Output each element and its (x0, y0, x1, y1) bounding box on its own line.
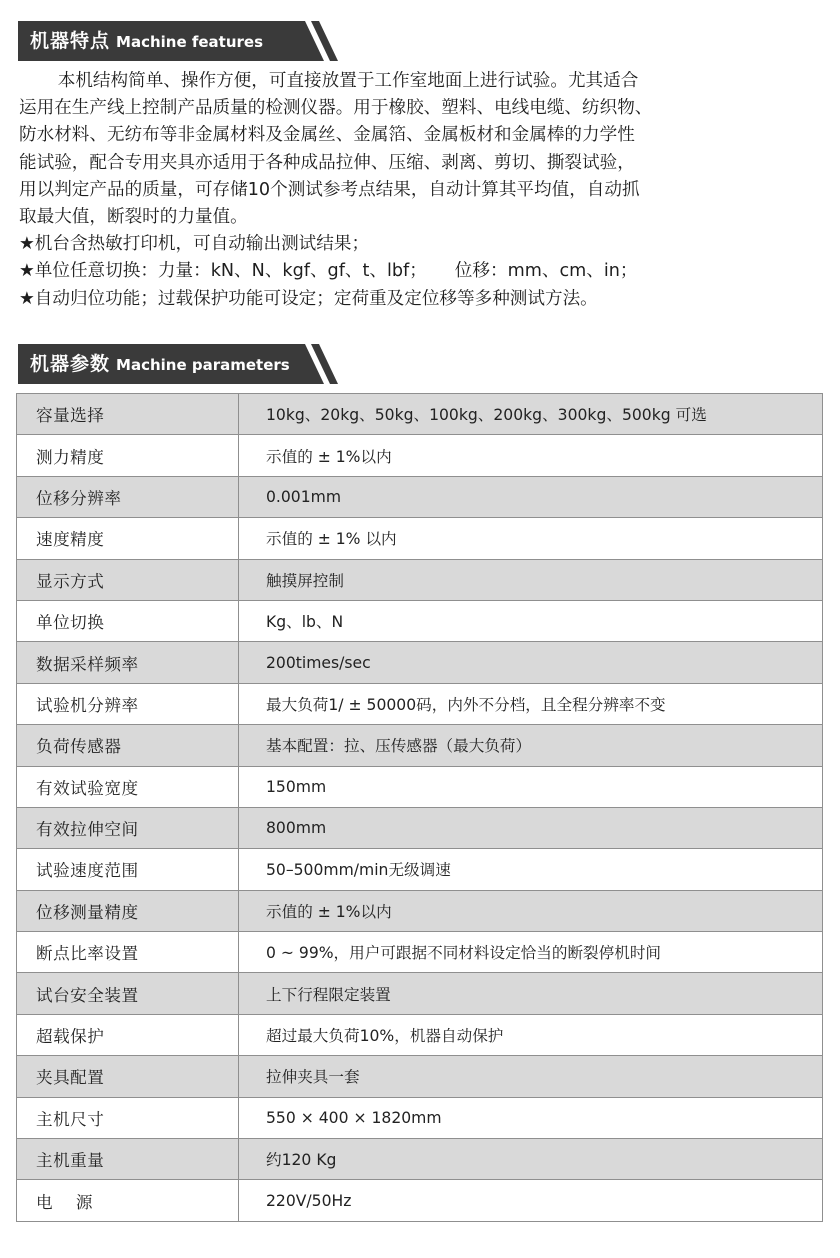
features-section-header (18, 21, 338, 61)
params-table (16, 393, 823, 1222)
param-value: 上下行程限定装置 (239, 973, 823, 1014)
param-value: 约120 Kg (239, 1139, 823, 1180)
param-value: 0 ~ 99%，用户可跟据不同材料设定恰当的断裂停机时间 (239, 932, 823, 973)
table-row (17, 973, 823, 1014)
param-name: 位移测量精度 (17, 890, 239, 931)
intro-line: 防水材料、无纺布等非金属材料及金属丝、金属箔、金属板材和金属棒的力学性 (19, 125, 635, 146)
table-row (17, 1014, 823, 1055)
param-value: 0.001mm (239, 476, 823, 517)
table-row (17, 600, 823, 641)
table-row (17, 559, 823, 600)
features-bullets (19, 231, 789, 313)
param-value: 550 × 400 × 1820mm (239, 1097, 823, 1138)
table-row (17, 932, 823, 973)
param-name: 试台安全装置 (17, 973, 239, 1014)
table-row (17, 435, 823, 476)
param-name: 试验速度范围 (17, 849, 239, 890)
param-value: 50–500mm/min无级调速 (239, 849, 823, 890)
features-intro (19, 68, 789, 231)
param-value: 基本配置：拉、压传感器（最大负荷） (239, 725, 823, 766)
param-value: 触摸屏控制 (239, 559, 823, 600)
table-row (17, 683, 823, 724)
intro-line: 本机结构简单、操作方便，可直接放置于工作室地面上进行试验。尤其适合 (57, 71, 639, 91)
param-name: 显示方式 (17, 559, 239, 600)
param-name: 主机重量 (17, 1139, 239, 1180)
param-value: 800mm (239, 807, 823, 848)
param-name: 单位切换 (17, 600, 239, 641)
table-row (17, 1139, 823, 1180)
table-row (17, 394, 823, 435)
features-body (19, 68, 789, 313)
param-name: 负荷传感器 (17, 725, 239, 766)
param-name: 电源 (17, 1180, 239, 1221)
param-name: 容量选择 (17, 394, 239, 435)
intro-line: 运用在生产线上控制产品质量的检测仪器。用于橡胶、塑料、电线电缆、纺织物、 (19, 98, 653, 119)
params-title (30, 344, 290, 384)
intro-line: 取最大值，断裂时的力量值。 (19, 207, 248, 228)
param-value: 最大负荷1/ ± 50000码，内外不分档，且全程分辨率不变 (239, 683, 823, 724)
param-value: 200times/sec (239, 642, 823, 683)
param-name: 测力精度 (17, 435, 239, 476)
param-value: Kg、lb、N (239, 600, 823, 641)
table-row (17, 807, 823, 848)
table-row (17, 849, 823, 890)
param-value: 示值的 ± 1%以内 (239, 890, 823, 931)
params-title-en: Machine parameters (116, 356, 290, 374)
param-name: 试验机分辨率 (17, 683, 239, 724)
param-name: 超载保护 (17, 1014, 239, 1055)
param-name: 有效试验宽度 (17, 766, 239, 807)
param-name: 断点比率设置 (17, 932, 239, 973)
intro-line: 用以判定产品的质量，可存储10个测试参考点结果，自动计算其平均值，自动抓 (19, 179, 640, 200)
param-value: 示值的 ± 1% 以内 (239, 518, 823, 559)
table-row (17, 890, 823, 931)
table-row (17, 476, 823, 517)
param-name: 夹具配置 (17, 1056, 239, 1097)
param-name: 位移分辨率 (17, 476, 239, 517)
features-title-zh: 机器特点 (30, 30, 111, 52)
table-row (17, 725, 823, 766)
param-value: 10kg、20kg、50kg、100kg、200kg、300kg、500kg 可选 (239, 394, 823, 435)
param-value: 拉伸夹具一套 (239, 1056, 823, 1097)
params-title-zh: 机器参数 (30, 353, 111, 375)
param-name: 数据采样频率 (17, 642, 239, 683)
feature-bullet-printer: ★机台含热敏打印机，可自动输出测试结果； (19, 234, 370, 255)
table-row (17, 766, 823, 807)
features-title-en: Machine features (116, 33, 264, 51)
param-value: 超过最大负荷10%，机器自动保护 (239, 1014, 823, 1055)
table-row (17, 642, 823, 683)
table-row (17, 1097, 823, 1138)
features-title (30, 21, 263, 61)
table-row (17, 1056, 823, 1097)
param-value: 150mm (239, 766, 823, 807)
feature-bullet-auto-return: ★自动归位功能；过载保护功能可设定；定荷重及定位移等多种测试方法。 (19, 288, 598, 309)
param-name: 主机尺寸 (17, 1097, 239, 1138)
params-section-header (18, 344, 338, 384)
feature-bullet-units: ★单位任意切换：力量：kN、N、kgf、gf、t、lbf； 位移：mm、cm、in； (19, 261, 638, 282)
intro-line: 能试验，配合专用夹具亦适用于各种成品拉伸、压缩、剥离、剪切、撕裂试验， (19, 152, 635, 173)
param-name: 有效拉伸空间 (17, 807, 239, 848)
param-value: 220V/50Hz (239, 1180, 823, 1221)
table-row (17, 1180, 823, 1221)
param-value: 示值的 ± 1%以内 (239, 435, 823, 476)
table-row (17, 518, 823, 559)
param-name: 速度精度 (17, 518, 239, 559)
